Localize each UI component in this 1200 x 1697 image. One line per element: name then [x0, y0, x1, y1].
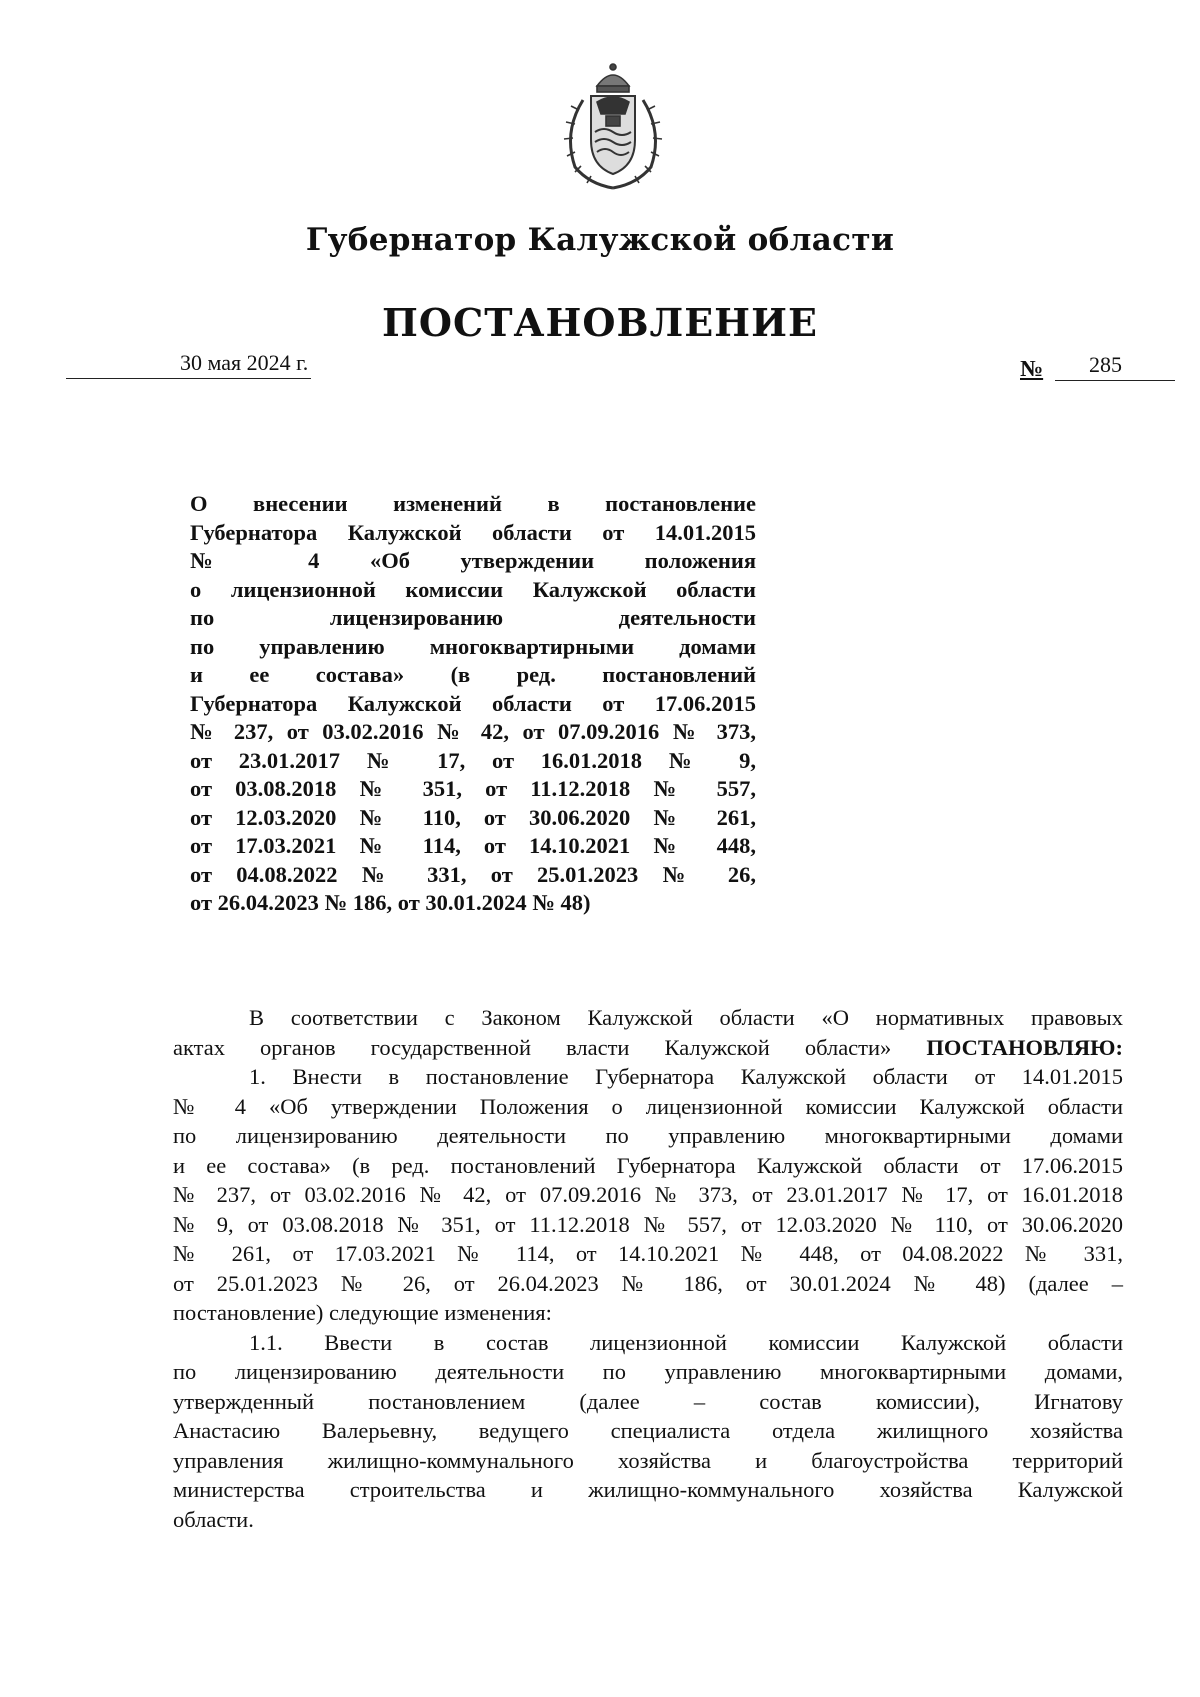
- subject-line: от 04.08.2022 № 331, от 25.01.2023 № 26,: [190, 861, 756, 887]
- subject-line: Губернатора Калужской области от 14.01.2015: [190, 519, 756, 545]
- document-subject: [190, 490, 756, 918]
- subject-line: от 17.03.2021 № 114, от 14.10.2021 № 448,: [190, 833, 756, 858]
- item-1-1-line: области.: [173, 1506, 254, 1532]
- subject-line: и ее состава» (в ред. постановлений: [190, 662, 756, 687]
- issuer-title: Губернатор Калужской области: [305, 222, 895, 258]
- item-1-1-line: по лицензированию деятельности по управлению многоквартирными домами,: [173, 1359, 1123, 1384]
- subject-line: о лицензионной комиссии Калужской области: [190, 576, 756, 602]
- item-1-line: № 9, от 03.08.2018 № 351, от 11.12.2018 № 557, от 12.03.2020 № 110, от 30.06.2020: [173, 1211, 1123, 1237]
- number-underline: [1055, 380, 1175, 381]
- subject-line: Губернатора Калужской области от 17.06.2015: [190, 690, 756, 716]
- item-1-1-line: управления жилищно-коммунального хозяйства и благоустройства территорий: [173, 1447, 1123, 1473]
- item-1-line: № 261, от 17.03.2021 № 114, от 14.10.2021 № 448, от 04.08.2022 № 331,: [173, 1241, 1123, 1266]
- document-number: 285: [1089, 352, 1122, 377]
- document-body: [173, 1003, 1123, 1534]
- coat-of-arms-emblem: [553, 62, 673, 192]
- date-underline: [66, 378, 311, 379]
- preamble-line: [173, 1033, 1123, 1063]
- item-1-1-line: Анастасию Валерьевну, ведущего специалиста отдела жилищного хозяйства: [173, 1418, 1123, 1443]
- subject-line: О внесении изменений в постановление: [190, 491, 756, 516]
- document-date: 30 мая 2024 г.: [180, 350, 309, 375]
- subject-line: от 23.01.2017 № 17, от 16.01.2018 № 9,: [190, 747, 756, 773]
- item-1-1-line: утвержденный постановлением (далее – состав комиссии), Игнатову: [173, 1388, 1123, 1414]
- item-1-1-line: 1.1. Ввести в состав лицензионной комиссии Калужской области: [249, 1329, 1123, 1355]
- subject-line: по лицензированию деятельности: [190, 605, 756, 630]
- item-1-1-line: министерства строительства и жилищно-коммунального хозяйства Калужской: [173, 1477, 1123, 1502]
- preamble-line: В соответствии с Законом Калужской области «О нормативных правовых: [249, 1005, 1123, 1030]
- subject-line: № 4 «Об утверждении положения: [190, 548, 756, 573]
- subject-line: № 237, от 03.02.2016 № 42, от 07.09.2016 № 373,: [190, 719, 756, 744]
- item-1-line: 1. Внести в постановление Губернатора Калужской области от 14.01.2015: [249, 1064, 1123, 1089]
- subject-line: по управлению многоквартирными домами: [190, 633, 756, 659]
- item-1-line: № 237, от 03.02.2016 № 42, от 07.09.2016 № 373, от 23.01.2017 № 17, от 16.01.2018: [173, 1182, 1123, 1207]
- decree-word: ПОСТАНОВЛЯЮ:: [926, 1034, 1123, 1060]
- item-1-line: постановление) следующие изменения:: [173, 1300, 552, 1325]
- subject-line: от 26.04.2023 № 186, от 30.01.2024 № 48): [190, 890, 591, 915]
- item-1-line: по лицензированию деятельности по управлению многоквартирными домами: [173, 1123, 1123, 1148]
- number-label: №: [1020, 356, 1044, 381]
- item-1-line: и ее состава» (в ред. постановлений Губернатора Калужской области от 17.06.2015: [173, 1152, 1123, 1178]
- item-1-line: № 4 «Об утверждении Положения о лицензионной комиссии Калужской области: [173, 1093, 1123, 1119]
- subject-line: от 12.03.2020 № 110, от 30.06.2020 № 261,: [190, 804, 756, 830]
- subject-line: от 03.08.2018 № 351, от 11.12.2018 № 557,: [190, 776, 756, 801]
- document-type-heading: ПОСТАНОВЛЕНИЕ: [382, 300, 818, 345]
- item-1-line: от 25.01.2023 № 26, от 26.04.2023 № 186, от 30.01.2024 № 48) (далее –: [173, 1270, 1123, 1296]
- preamble-text: актах органов государственной власти Калужской области»: [173, 1034, 892, 1060]
